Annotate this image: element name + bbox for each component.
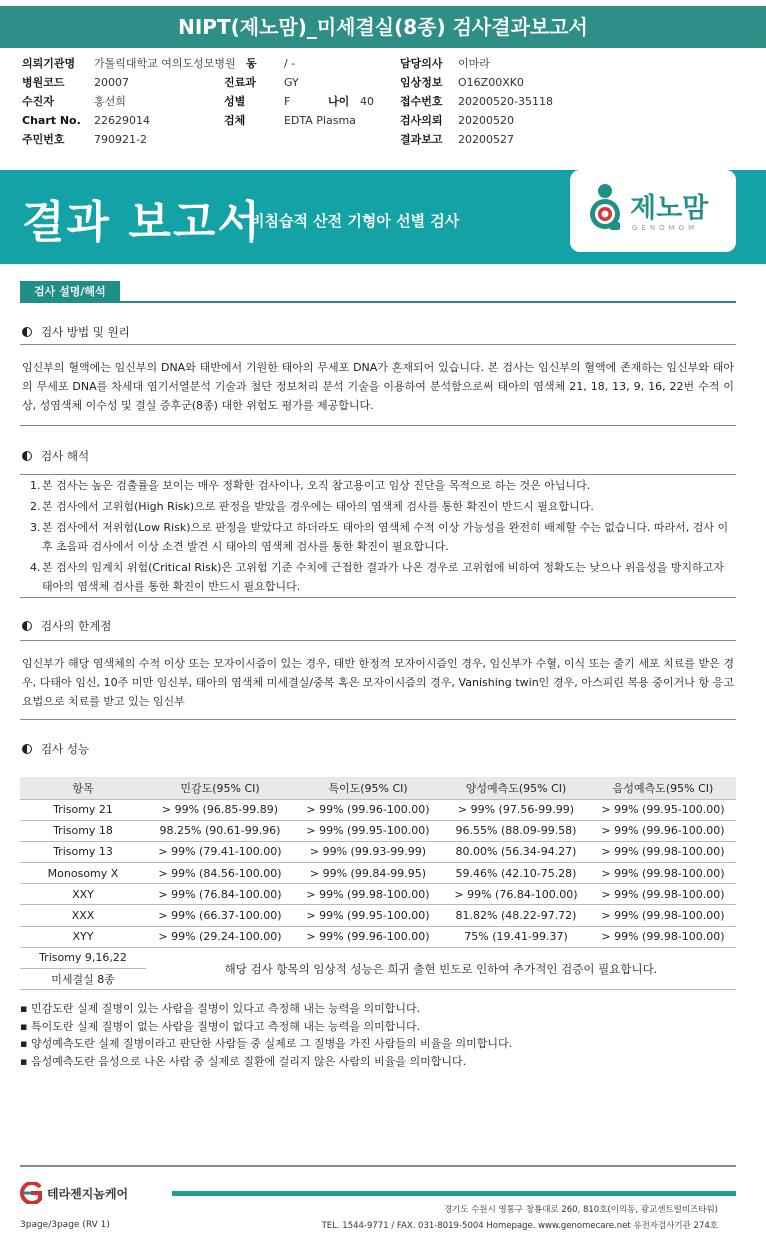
extra-item: 미세결실 8종	[20, 969, 146, 990]
interpretation-heading-text: 검사 해석	[41, 449, 90, 463]
report-banner	[0, 170, 766, 264]
logo-text: 제노맘	[630, 193, 709, 224]
list-item: 4. 본 검사의 임계치 위험(Critical Risk)은 고위험 기준 수치에 근접한 결과가 나온 경우로 고위험에 비하여 정확도는 낮으나 위음성을 방지하고자 태아의 염색체 검사를 통한 확진이 반드시 필요합니다.	[30, 561, 724, 593]
half-circle-icon	[22, 327, 32, 337]
label-receipt-no: 접수번호	[400, 95, 443, 108]
label-ward: 동	[246, 57, 257, 70]
table-row: XXX > 99% (66.37-100.00) > 99% (99.95-100.00) 81.82% (48.22-97.72) > 99% (99.98-100.00)	[20, 905, 736, 926]
list-item: 3. 본 검사에서 저위험(Low Risk)으로 판정을 받았다고 하더라도 태아의 염색체 수적 이상 가능성을 완전히 배제할 수는 없습니다. 따라서, 검사 이후 초음파 검사에서 이상 소견 발견 시 태아의 염색체 검사를 통한 확진이 필요합니다.	[30, 521, 729, 553]
label-department: 진료과	[224, 76, 256, 89]
divider	[20, 640, 736, 641]
value-chart-no: 22629014	[94, 114, 150, 127]
company-name: 테라젠지놈케어	[47, 1186, 129, 1201]
company-mark-icon	[18, 1182, 44, 1204]
info-left	[22, 54, 236, 149]
label-sex: 성별	[224, 95, 246, 108]
label-hospital-code: 병원코드	[22, 76, 65, 89]
banner-subtitle: 비침습적 산전 기형아 선별 검사	[250, 212, 460, 230]
label-patient: 수진자	[22, 95, 54, 108]
divider	[20, 474, 736, 475]
column-header: 음성예측도(95% CI)	[590, 777, 736, 799]
half-circle-icon	[22, 744, 32, 754]
note-item: ▪ 양성예측도란 실제 질병이라고 판단한 사람들 중 실제로 그 질병을 가진 사람들의 비율을 의미합니다.	[20, 1037, 513, 1050]
interpretation-heading	[22, 448, 89, 464]
half-circle-icon	[22, 621, 32, 631]
value-report-date: 20200527	[458, 133, 514, 146]
label-chart-no: Chart No.	[22, 114, 81, 127]
value-request-date: 20200520	[458, 114, 514, 127]
list-item: 1. 본 검사는 높은 검출률을 보이는 매우 정확한 검사이나, 오직 참고용이고 임상 진단을 목적으로 하는 것은 아닙니다.	[30, 479, 591, 492]
note-item: ▪ 특이도란 실제 질병이 없는 사람을 질병이 없다고 측정해 내는 능력을 의미합니다.	[20, 1019, 421, 1033]
interpretation-list	[30, 476, 730, 596]
table-row: Monosomy X > 99% (84.56-100.00) > 99% (99.84-99.95) 59.46% (42.10-75.28) > 99% (99.98-100.00)	[20, 863, 736, 884]
divider	[20, 344, 736, 345]
value-patient: 홍선희	[94, 95, 126, 108]
method-text: 임신부의 혈액에는 임신부의 DNA와 태반에서 기원한 태아의 무세포 DNA가 혼재되어 있습니다. 본 검사는 임신부의 혈액에 존재하는 임신부와 태아의 무세포 DNA를 차세대 염기서열분석 기술과 첨단 정보처리 분석 기술을 이용하여 분석함으로써 태아의 염색체 21, 18, 13, 9, 16, 22번 수적 이상, 성염색체 이수성 및 결실 증후군(8종) 대한 위험도 평가를 제공합니다.	[22, 361, 734, 412]
value-sex: F	[284, 95, 291, 108]
table-header-row	[20, 777, 736, 799]
performance-heading-text: 검사 성능	[41, 742, 90, 756]
value-resident-no: 790921-2	[94, 133, 147, 146]
extra-item: Trisomy 9,16,22	[20, 947, 146, 968]
column-header: 항목	[20, 777, 146, 799]
genomom-mark-icon	[586, 182, 624, 232]
value-hospital-code: 20007	[94, 76, 129, 89]
label-clinical-info: 임상정보	[400, 76, 443, 89]
performance-heading	[22, 741, 89, 757]
company-logo	[18, 1182, 128, 1204]
note-item: ▪ 음성예측도란 음성으로 나온 사람 중 실제로 질환에 걸리지 않은 사람의 비율을 의미합니다.	[20, 1054, 467, 1068]
divider	[20, 425, 736, 426]
report-title: NIPT(제노맘)_미세결실(8종) 검사결과보고서	[0, 6, 766, 48]
value-ward: / -	[284, 57, 296, 70]
banner-title: 결과 보고서	[22, 197, 262, 248]
table-row: XYY > 99% (29.24-100.00) > 99% (99.96-100.00) 75% (19.41-99.37) > 99% (99.98-100.00)	[20, 926, 736, 947]
table-row: Trisomy 18 98.25% (90.61-99.96) > 99% (99.95-100.00) 96.55% (88.09-99.58) > 99% (99.96-100.00)	[20, 820, 736, 841]
footer-contact: TEL. 1544-9771 / FAX. 031-8019-5004 Homepage. www.genomecare.net 유전자검사기관 274호	[321, 1221, 718, 1231]
value-clinical-info: O16Z00XK0	[458, 76, 524, 89]
section-tab: 검사 설명/해석	[20, 281, 120, 302]
divider	[20, 597, 736, 598]
info-mid	[224, 54, 374, 130]
label-request-date: 검사의뢰	[400, 114, 443, 127]
note-item: ▪ 민감도란 실제 질병이 있는 사람을 질병이 있다고 측정해 내는 능력을 의미합니다.	[20, 1002, 421, 1015]
footer-address: 경기도 수원시 영통구 창룡대로 260, 810호(이의동, 광교센트럴비즈타워)	[443, 1205, 718, 1215]
footer-divider	[20, 1165, 736, 1167]
column-header: 민감도(95% CI)	[146, 777, 294, 799]
limits-text: 임신부가 해당 염색체의 수적 이상 또는 모자이시즘이 있는 경우, 태반 한정적 모자이시즘인 경우, 임신부가 수혈, 이식 또는 줄기 세포 치료를 받은 경우, 다태아 임신, 10주 미만 임신부, 태아의 염색체 미세결실/중복 혹은 모자이시즘의 경우, Vanishing twin인 경우, 아스피린 복용 중이거나 항 응고 요법으로 치료를 받고 있는 임신부	[22, 657, 734, 708]
value-institution: 가톨릭대학교 여의도성모병원	[94, 57, 236, 70]
value-department: GY	[284, 76, 299, 89]
logo-subtext: GENOMOM	[632, 224, 699, 232]
value-age: 40	[360, 95, 374, 108]
method-heading-text: 검사 방법 및 원리	[41, 325, 130, 339]
divider	[20, 719, 736, 720]
label-institution: 의뢰기관명	[22, 57, 76, 70]
column-header: 양성예측도(95% CI)	[442, 777, 590, 799]
table-row: XXY > 99% (76.84-100.00) > 99% (99.98-100.00) > 99% (76.84-100.00) > 99% (99.98-100.00)	[20, 884, 736, 905]
page-number: 3page/3page (RV 1)	[20, 1220, 110, 1230]
label-doctor: 담당의사	[400, 57, 443, 70]
list-item: 2. 본 검사에서 고위험(High Risk)으로 판정을 받았을 경우에는 태아의 염색체 검사를 통한 확진이 반드시 필요합니다.	[30, 500, 594, 513]
value-specimen: EDTA Plasma	[284, 114, 356, 127]
table-row-extra	[20, 947, 736, 968]
column-header: 특이도(95% CI)	[294, 777, 442, 799]
section-divider	[20, 301, 736, 303]
label-report-date: 결과보고	[400, 133, 443, 146]
performance-table	[20, 777, 736, 990]
genomom-logo	[570, 170, 736, 252]
label-age: 나이	[328, 95, 350, 108]
half-circle-icon	[22, 451, 32, 461]
extra-note: 해당 검사 항목의 임상적 성능은 희귀 출현 빈도로 인하여 추가적인 검증이 필요합니다.	[146, 947, 736, 989]
value-receipt-no: 20200520-35118	[458, 95, 553, 108]
limits-heading	[22, 618, 111, 634]
info-right	[400, 54, 553, 149]
definition-notes	[20, 1000, 512, 1070]
footer-accent-bar	[172, 1191, 736, 1196]
label-resident-no: 주민번호	[22, 133, 65, 146]
method-heading	[22, 324, 130, 340]
value-doctor: 이마라	[458, 57, 490, 70]
label-specimen: 검체	[224, 114, 246, 127]
table-row: Trisomy 21 > 99% (96.85-99.89) > 99% (99.96-100.00) > 99% (97.56-99.99) > 99% (99.95-100.00)	[20, 799, 736, 820]
limits-heading-text: 검사의 한계점	[41, 619, 112, 633]
table-row: Trisomy 13 > 99% (79.41-100.00) > 99% (99.93-99.99) 80.00% (56.34-94.27) > 99% (99.98-100.00)	[20, 841, 736, 862]
